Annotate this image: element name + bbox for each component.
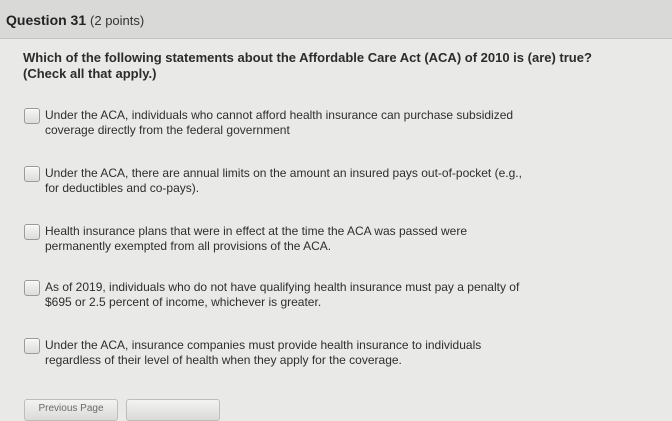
option-1-checkbox[interactable] (24, 108, 40, 124)
option-1-line-1: Under the ACA, individuals who cannot afford health insurance can purchase subsidized (45, 108, 514, 122)
option-3-line-2: permanently exempted from all provisions of the ACA. (45, 239, 332, 253)
option-2-checkbox[interactable] (24, 166, 40, 182)
next-page-button[interactable] (126, 399, 220, 421)
option-2-text (45, 166, 522, 196)
option-1-text (45, 108, 513, 138)
option-1-line-2: coverage directly from the federal government (45, 123, 290, 137)
option-5-line-2: regardless of their level of health when they apply for the coverage. (45, 353, 402, 367)
option-5-checkbox[interactable] (24, 338, 40, 354)
previous-page-label: Previous Page (38, 403, 104, 414)
option-5-line-1: Under the ACA, insurance companies must provide health insurance to individuals (45, 338, 482, 352)
previous-page-button[interactable] (24, 399, 118, 421)
option-4-line-2: $695 or 2.5 percent of income, whichever is greater. (45, 295, 322, 309)
question-number: Question 31 (6, 12, 87, 28)
prompt-line-1: Which of the following statements about the Affordable Care Act (ACA) of 2010 is (are) true? (23, 50, 592, 65)
option-4-text (45, 280, 519, 310)
option-3-checkbox[interactable] (24, 224, 40, 240)
option-3-line-1: Health insurance plans that were in effect at the time the ACA was passed were (45, 224, 468, 238)
question-title (6, 12, 144, 28)
option-3-text (45, 224, 467, 254)
prompt-line-2: (Check all that apply.) (23, 66, 157, 81)
option-4-line-1: As of 2019, individuals who do not have qualifying health insurance must pay a penalty of (45, 280, 520, 294)
question-prompt (23, 50, 643, 82)
option-4-checkbox[interactable] (24, 280, 40, 296)
option-2-line-2: for deductibles and co-pays). (45, 181, 200, 195)
option-2-line-1: Under the ACA, there are annual limits on the amount an insured pays out-of-pocket (e.g., (45, 166, 522, 180)
question-header (0, 0, 672, 39)
option-5-text (45, 338, 481, 368)
question-points: (2 points) (90, 13, 145, 28)
